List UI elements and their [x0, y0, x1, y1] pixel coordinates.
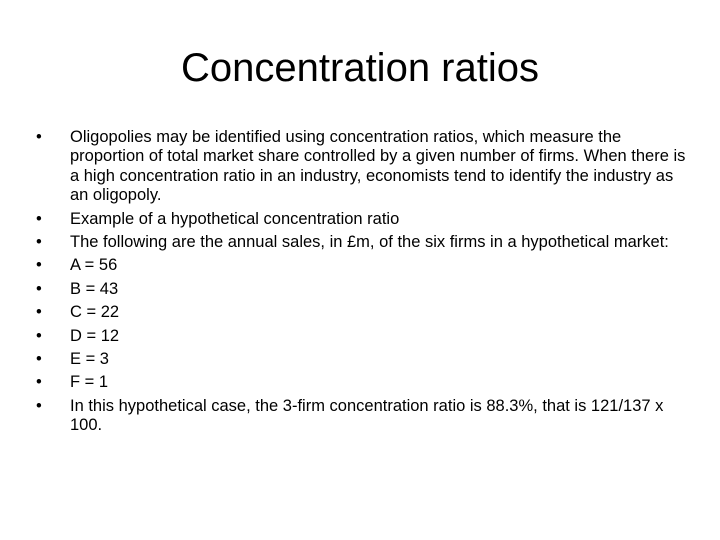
bullet-text: C = 22	[70, 303, 120, 322]
bullet-icon: •	[36, 350, 42, 369]
bullet-icon: •	[36, 128, 42, 146]
bullet-item	[36, 128, 686, 206]
bullet-text: Example of a hypothetical concentration ratio	[70, 209, 400, 228]
bullet-text: A = 56	[70, 256, 118, 275]
bullet-item	[36, 303, 686, 322]
bullet-icon: •	[36, 279, 42, 298]
bullet-text: B = 43	[70, 279, 119, 298]
bullet-item	[36, 350, 686, 369]
bullet-icon: •	[36, 326, 42, 345]
bullet-item	[36, 373, 686, 392]
slide-title: Concentration ratios	[181, 46, 539, 90]
bullet-item	[36, 256, 686, 275]
bullet-icon: •	[36, 233, 42, 252]
bullet-text: In this hypothetical case, the 3-firm concentration ratio is 88.3%, that is 121/137 x 100.	[70, 396, 664, 435]
bullet-text: F = 1	[70, 373, 109, 392]
bullet-item	[36, 327, 686, 346]
bullet-icon: •	[36, 396, 42, 415]
bullet-text: The following are the annual sales, in £m, of the six firms in a hypothetical market:	[70, 233, 669, 252]
bullet-icon: •	[36, 303, 42, 322]
bullet-item	[36, 210, 686, 229]
bullet-item	[36, 280, 686, 299]
bullet-icon: •	[36, 209, 42, 228]
bullet-text: D = 12	[70, 326, 120, 345]
bullet-item	[36, 397, 686, 436]
bullet-list	[36, 128, 686, 440]
bullet-text: E = 3	[70, 350, 109, 369]
bullet-text: Oligopolies may be identified using concentration ratios, which measure the proportion of total market share controlled by a given number of firms. When there is a high concentration ratio in an industry, economists tend to identify the industry as an oligopoly.	[70, 128, 686, 205]
bullet-icon: •	[36, 373, 42, 392]
bullet-item	[36, 233, 686, 252]
bullet-icon: •	[36, 256, 42, 275]
